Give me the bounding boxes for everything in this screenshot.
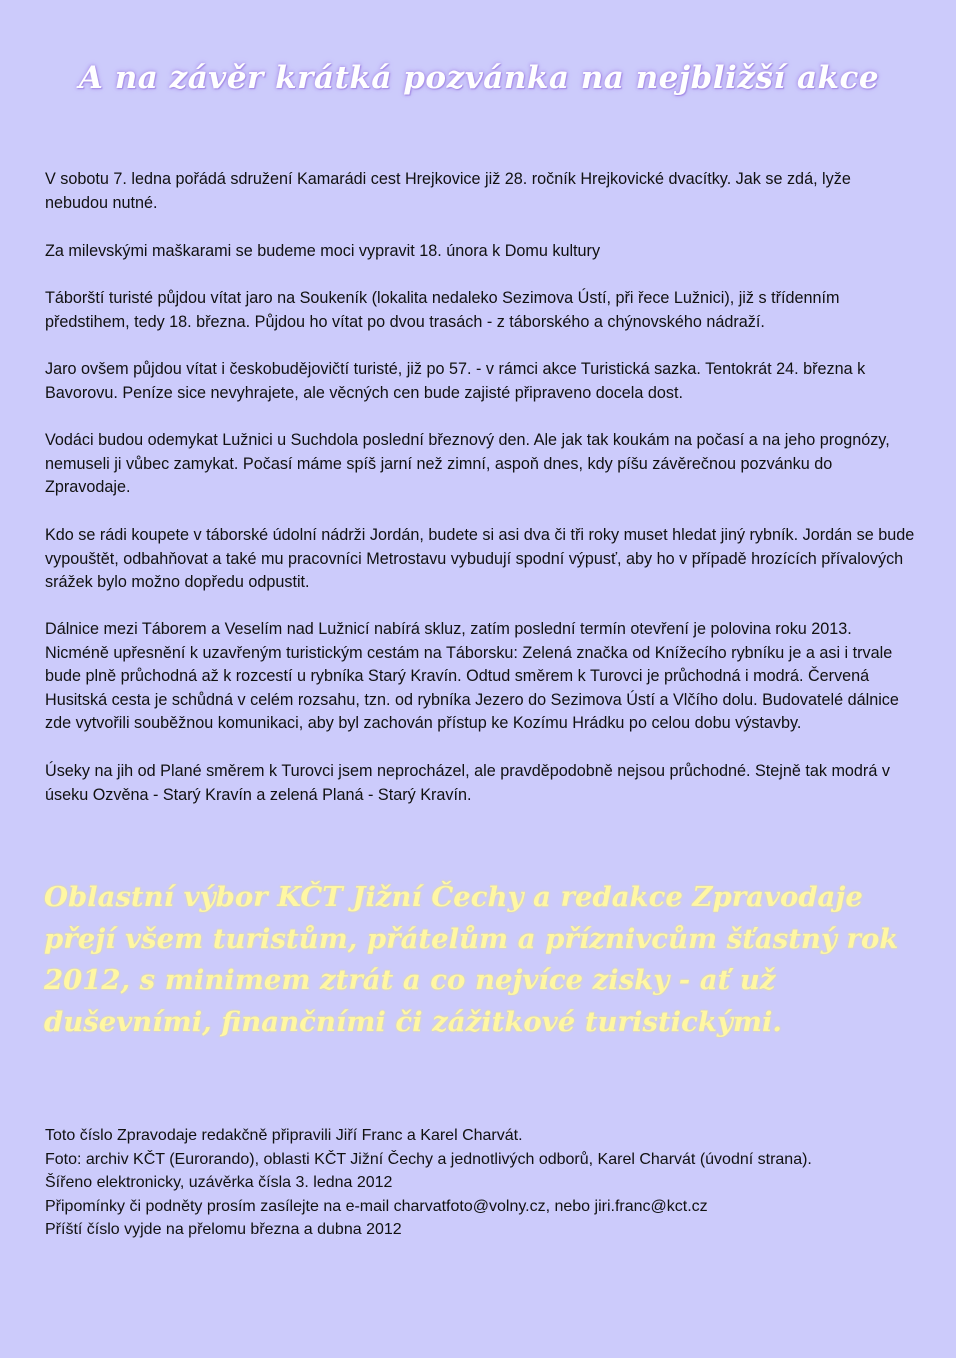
paragraph-soukenik: Táborští turisté půjdou vítat jaro na Soukeník (lokalita nedaleko Sezimova Ústí, při řece Lužnici), již s třídenním předstihem, tedy 18. března. Půjdou ho vítat po dvou trasách - z táborského a chýnovského nádraží.: [45, 289, 840, 331]
paragraph-hrejkovice: V sobotu 7. ledna pořádá sdružení Kamarádi cest Hrejkovice již 28. ročník Hrejkovické dvacítky. Jak se zdá, lyže nebudou nutné.: [45, 170, 851, 212]
page-title: A na závěr krátká pozvánka na nejbližší akce: [78, 60, 880, 96]
credits-distribution: Šířeno elektronicky, uzávěrka čísla 3. ledna 2012: [45, 1174, 393, 1192]
paragraph-bavorov: Jaro ovšem půjdou vítat i českobudějovičtí turisté, již po 57. - v rámci akce Turistická sazka. Tentokrát 24. března k Bavorovu. Peníze sice nevyhrajete, ale věcných cen bude zajisté připraveno docela dost.: [45, 360, 866, 402]
credits-photo: Foto: archiv KČT (Eurorando), oblasti KČT Jižní Čechy a jednotlivých odborů, Karel Charvát (úvodní strana).: [45, 1150, 812, 1168]
credits-block: [45, 1124, 925, 1242]
paragraph-milevsko: Za milevskými maškarami se budeme moci vypravit 18. února k Domu kultury: [45, 242, 601, 260]
paragraph-jordan: Kdo se rádi koupete v táborské údolní nádrži Jordán, budete si asi dva či tři roky muset hledat jiný rybník. Jordán se bude vypouštět, odbahňovat a také mu pracovníci Metrostavu vybudují spodní výpusť, aby ho v případě hrozících přívalových srážek bylo možno dopředu odpustit.: [45, 526, 915, 591]
paragraph-useky: Úseky na jih od Plané směrem k Turovci jsem neprocházel, ale pravděpodobně nejsou průchodné. Stejně tak modrá v úseku Ozvěna - Starý Kravín a zelená Planá - Starý Kravín.: [45, 762, 890, 804]
new-year-wish: Oblastní výbor KČT Jižní Čechy a redakce Zpravodaje přejí všem turistům, přátelům a příznivcům šťastný rok 2012, s minimem ztrát a co nejvíce zisky - ať už duševními, finančními či zážitkové turistickými.: [44, 881, 899, 1038]
paragraph-dalnice: Dálnice mezi Táborem a Veselím nad Lužnicí nabírá skluz, zatím poslední termín otevření je polovina roku 2013. Nicméně upřesnění k uzavřeným turistickým cestám na Táborsku: Zelená značka od Knížecího rybníku je a asi i trvale bude plně průchodná až k rozcestí u rybníka Starý Kravín. Odtud směrem k Turovci je průchodná i modrá. Červená Husitská cesta je schůdná v celém rozsahu, tzn. od rybníka Jezero do Sezimova Ústí a Vlčího dolu. Budovatelé dálnice zde vytvořili souběžnou komunikaci, aby byl zachován přístup ke Kozímu Hrádku po celou dobu výstavby.: [45, 620, 899, 732]
credits-next-issue: Příští číslo vyjde na přelomu března a dubna 2012: [45, 1221, 402, 1239]
credits-contact: Připomínky či podněty prosím zasílejte na e-mail charvatfoto@volny.cz, nebo jiri.franc@kct.cz: [45, 1197, 708, 1215]
paragraph-luznice: Vodáci budou odemykat Lužnici u Suchdola poslední březnový den. Ale jak tak koukám na počasí a na jeho prognózy, nemuseli ji vůbec zamykat. Počasí máme spíš jarní než zimní, aspoň dnes, kdy píšu závěrečnou pozvánku do Zpravodaje.: [45, 431, 890, 496]
credits-editors: Toto číslo Zpravodaje redakčně připravili Jiří Franc a Karel Charvát.: [45, 1127, 523, 1144]
